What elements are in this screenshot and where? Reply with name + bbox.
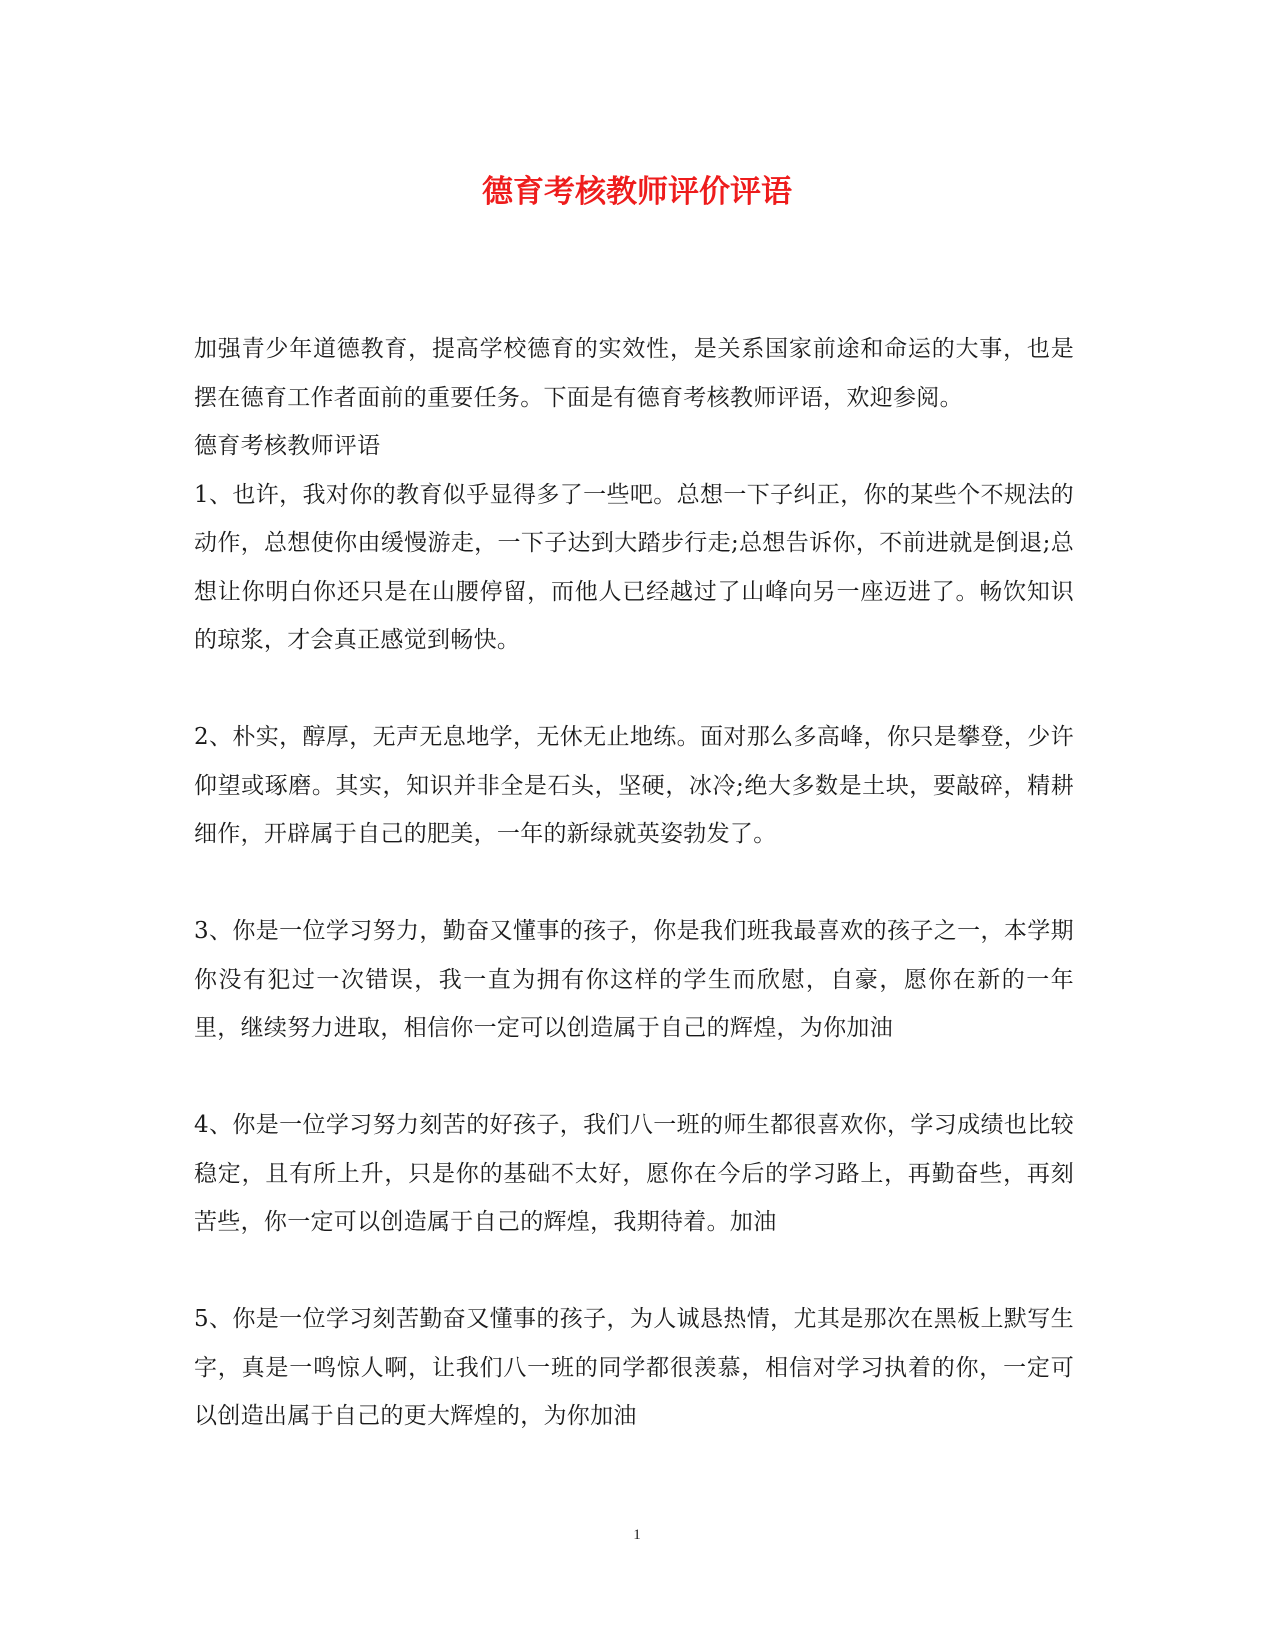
comment-item-3: 3、你是一位学习努力，勤奋又懂事的孩子，你是我们班我最喜欢的孩子之一，本学期你没有犯过一次错误，我一直为拥有你这样的学生而欣慰，自豪，愿你在新的一年里，继续努力进取，相信你一定可以创造属于自己的辉煌，为你加油 — [194, 918, 1074, 1041]
page-number: 1 — [633, 1527, 641, 1543]
intro-paragraph: 加强青少年道德教育，提高学校德育的实效性，是关系国家前途和命运的大事，也是摆在德育工作者面前的重要任务。下面是有德育考核教师评语，欢迎参阅。 — [194, 336, 1074, 411]
section-heading: 德育考核教师评语 — [194, 433, 381, 459]
document-body — [194, 325, 1074, 1441]
document-title: 德育考核教师评价评语 — [482, 174, 792, 210]
comment-item-5: 5、你是一位学习刻苦勤奋又懂事的孩子，为人诚恳热情，尤其是那次在黑板上默写生字，真是一鸣惊人啊，让我们八一班的同学都很羡慕，相信对学习执着的你，一定可以创造出属于自己的更大辉煌的，为你加油 — [194, 1306, 1074, 1429]
comment-item-1: 1、也许，我对你的教育似乎显得多了一些吧。总想一下子纠正，你的某些个不规法的动作，总想使你由缓慢游走，一下子达到大踏步行走;总想告诉你，不前进就是倒退;总想让你明白你还只是在山腰停留，而他人已经越过了山峰向另一座迈进了。畅饮知识的琼浆，才会真正感觉到畅快。 — [194, 481, 1074, 653]
comment-item-4: 4、你是一位学习努力刻苦的好孩子，我们八一班的师生都很喜欢你，学习成绩也比较稳定，且有所上升，只是你的基础不太好，愿你在今后的学习路上，再勤奋些，再刻苦些，你一定可以创造属于自己的辉煌，我期待着。加油 — [194, 1112, 1074, 1235]
comment-item-2: 2、朴实，醇厚，无声无息地学，无休无止地练。面对那么多高峰，你只是攀登，少许仰望或琢磨。其实，知识并非全是石头，坚硬，冰冷;绝大多数是土块，要敲碎，精耕细作，开辟属于自己的肥美，一年的新绿就英姿勃发了。 — [194, 724, 1074, 847]
